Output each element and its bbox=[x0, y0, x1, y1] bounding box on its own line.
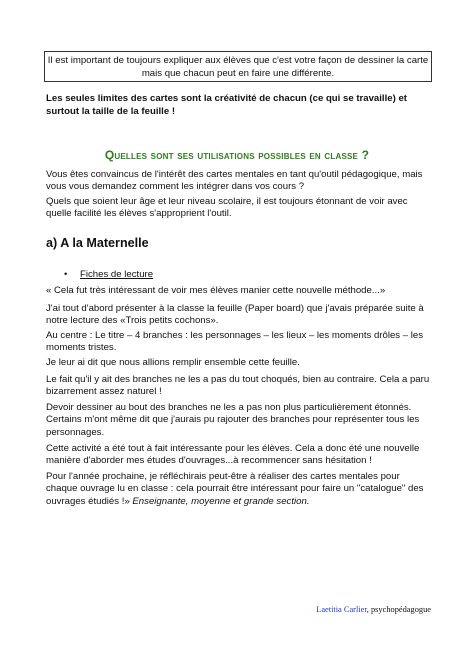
bold-note bbox=[46, 92, 446, 118]
body-paragraph bbox=[46, 443, 446, 468]
text-line: moments tristes. bbox=[46, 342, 117, 354]
body-paragraph bbox=[46, 285, 446, 297]
boxed-note-line: Il est important de toujours expliquer aux élèves que c'est votre façon de dessiner la carte bbox=[47, 55, 429, 66]
text-line: personnages. bbox=[46, 426, 105, 438]
text-line: Devoir dessiner au bout des branches ne les a pas non plus particulièrement étonnés. bbox=[46, 402, 412, 413]
section-heading: Quelles sont ses utilisations possibles en classe ? bbox=[104, 148, 370, 162]
body-paragraph bbox=[46, 357, 446, 369]
text-line: chaque ouvrage lu en classe : cela pourrait être intéressant pour faire un "catalogue" des bbox=[46, 483, 424, 495]
text-line: quelle facilité les élèves s'approprient l'outil. bbox=[46, 208, 232, 220]
text-line: Je leur ai dit que nous allions remplir ensemble cette feuille. bbox=[46, 357, 300, 368]
closing-paragraph bbox=[46, 471, 446, 508]
text-line: vous vous demandez comment les intégrer dans vos cours ? bbox=[46, 181, 305, 193]
bullet-item bbox=[64, 269, 153, 280]
text-line bbox=[46, 496, 446, 508]
body-paragraph bbox=[46, 303, 446, 328]
body-paragraph bbox=[46, 402, 446, 439]
text-line: J'ai tout d'abord présenter à la classe la feuille (Paper board) que j'avais préparée suite à bbox=[46, 303, 424, 314]
page-footer bbox=[316, 605, 431, 614]
body-paragraph bbox=[46, 330, 446, 355]
bold-note-line: Les seules limites des cartes sont la créativité de chacun (ce qui se travaille) et bbox=[46, 93, 407, 104]
text-line: Certains m'ont même dit que j'aurais pu rajouter des branches pour représenter tous les bbox=[46, 414, 420, 426]
boxed-note bbox=[44, 51, 432, 82]
author-name: Laetitia Carlier bbox=[316, 605, 367, 614]
intro-paragraph bbox=[46, 196, 446, 221]
text-line: « Cela fut très intéressant de voir mes élèves manier cette nouvelle méthode...» bbox=[46, 285, 386, 296]
text-line: Pour l'année prochaine, je réfléchirais peut-être à réaliser des cartes mentales pour bbox=[46, 471, 400, 482]
bold-note-line: surtout la taille de la feuille ! bbox=[46, 106, 176, 117]
closing-quote-end: ouvrages étudiés !» bbox=[46, 495, 133, 507]
text-line: Vous êtes convaincus de l'intérêt des cartes mentales en tant qu'outil pédagogique, mais bbox=[46, 169, 423, 180]
text-line: bizarrement assez naturel ! bbox=[46, 386, 162, 398]
text-line: Quels que soient leur âge et leur niveau scolaire, il est toujours étonnant de voir avec bbox=[46, 196, 408, 207]
author-role: , psychopédagogue bbox=[366, 605, 431, 614]
boxed-note-line: mais que chacun peut en faire une différente. bbox=[141, 68, 335, 79]
quote-attribution: Enseignante, moyenne et grande section. bbox=[132, 495, 310, 507]
text-line: Cette activité a été tout à fait intéressante pour les élèves. Cela a donc été une nouvelle bbox=[46, 443, 420, 454]
text-line: notre lecture des «Trois petits cochons». bbox=[46, 315, 219, 327]
text-line: manière d'aborder mes études d'ouvrages...à recommencer sans hésitation ! bbox=[46, 455, 372, 467]
body-paragraph bbox=[46, 374, 446, 399]
text-line: Au centre : Le titre – 4 branches : les personnages – les lieux – les moments drôles – les bbox=[46, 330, 424, 341]
bullet-label: Fiches de lecture bbox=[80, 269, 154, 280]
intro-paragraph bbox=[46, 169, 446, 194]
subsection-heading: a) A la Maternelle bbox=[46, 236, 149, 250]
bullet-marker: • bbox=[64, 269, 68, 280]
text-line: Le fait qu'il y ait des branches ne les a pas du tout choqués, bien au contraire. Cela a paru bbox=[46, 374, 430, 385]
